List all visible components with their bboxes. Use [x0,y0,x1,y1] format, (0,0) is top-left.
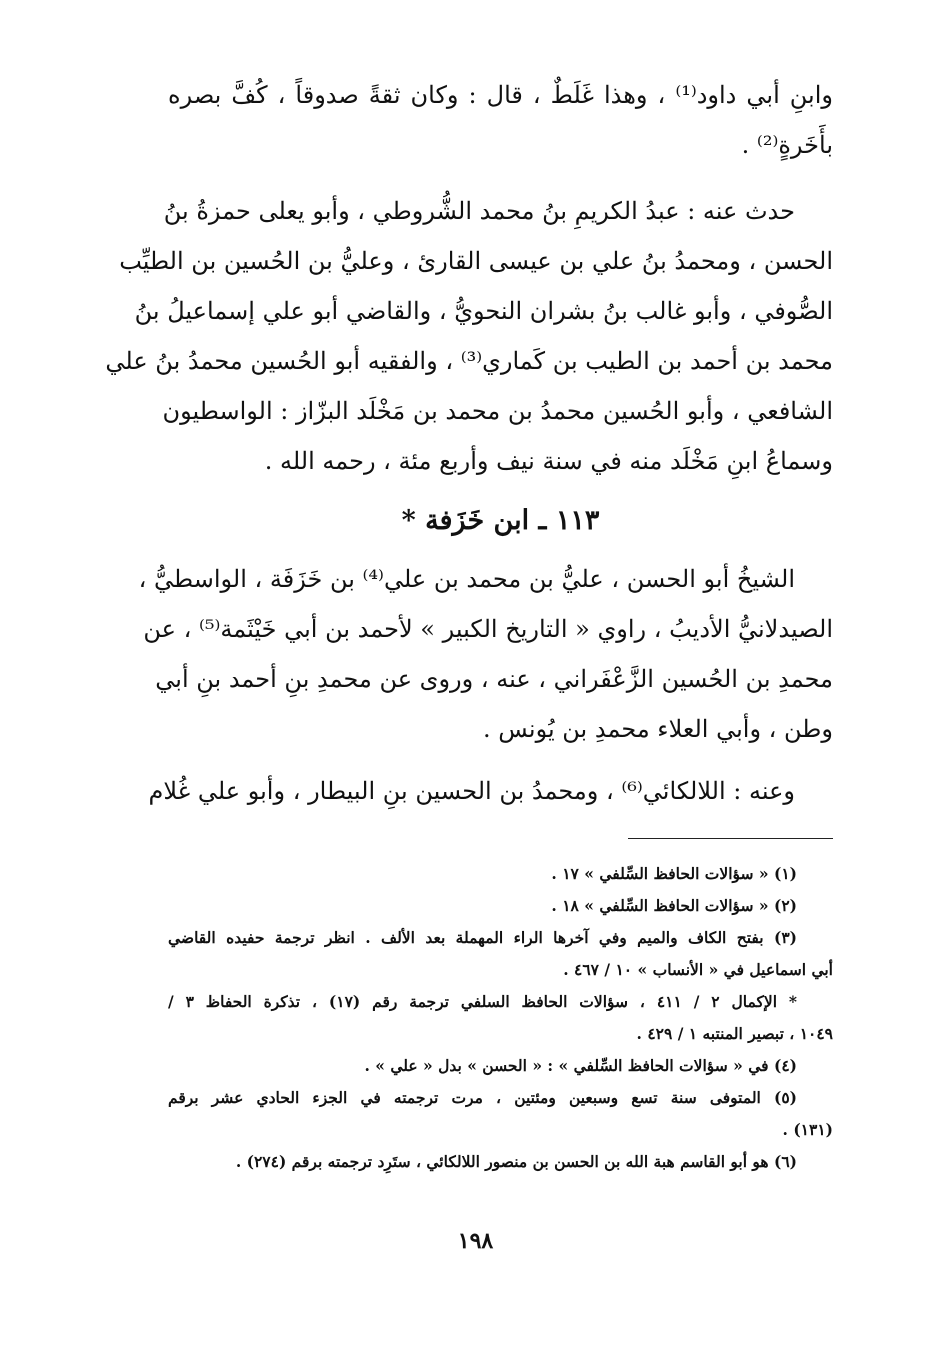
paragraph-biography [138,554,833,754]
paragraph-narrators [105,186,833,486]
footnote-line: (٢) « سؤالات الحافظ السِّلفي » ١٨ . [551,896,797,915]
text-line: الشافعي ، وأبو الحُسين محمدُ بن محمد بن مَخْلَد البزّاز : الواسطيون [162,397,833,425]
text-line: حدث عنه : عبدُ الكريمِ بنُ محمد الشُّروطي ، وأبو يعلى حمزةُ بنُ [163,197,795,225]
text-line: وعنه : اللالكائي⁽⁶⁾ ، ومحمدُ بن الحسين بنِ البيطار ، وأبو علي غُلام [148,777,795,805]
text-line: الصُّوفي ، وأبو غالب بنُ بشران النحويُّ ، والقاضي أبو علي إسماعيلُ بنُ [134,297,833,325]
text-line: الشيخُ أبو الحسن ، عليُّ بن محمد بن علي⁽⁴⁾ بن خَزَفَة ، الواسطيُّ ، [138,565,795,593]
paragraph-students [148,766,833,816]
footnotes [168,858,833,1178]
paragraph-continuation [168,70,833,170]
text-line: بأَخَرةٍ⁽²⁾ . [741,131,833,159]
text-line: وسماعُ ابنِ مَخْلَد منه في سنة نيف وأربع مئة ، رحمه الله . [264,447,833,475]
footnote-line: (٤) في « سؤالات الحافظ السِّلفي » : « الحسن » بدل « علي » . [364,1056,797,1075]
footnote-line: ١٠٤٩ ، تبصير المنتبه ١ / ٤٢٩ . [636,1024,833,1043]
footnote-line: (٥) المتوفى سنة تسع وسبعين ومئتين ، مرت ترجمته في الجزء الحادي عشر برقم [168,1088,797,1107]
entry-title: ١١٣ ـ ابن خَزَفة * [401,505,600,536]
text-line: الصيدلانيُّ الأديبُ ، راوي « التاريخ الكبير » لأحمد بن أبي خَيْثَمة⁽⁵⁾ ، عن [143,615,833,643]
footnote-line: (٣) بفتح الكاف والميم وفي آخرها الراء المهملة بعد الألف . انظر ترجمة حفيده القاضي [168,928,797,947]
footnote-line: أبي اسماعيل في « الأنساب » ١٠ / ٤٦٧ . [563,960,833,979]
text-line: وطن ، وأبي العلاء محمدِ بن يُونس . [483,715,833,743]
page-number: ١٩٨ [457,1228,494,1254]
text-line: وابنِ أبي داود⁽¹⁾ ، وهذا غَلَطٌ ، قال : وكان ثقةً صدوقاً ، كُفَّ بصره [168,81,833,109]
footnote-line: (٦) هو أبو القاسم هبة الله بن الحسن بن منصور اللالكائي ، ستَرِد ترجمته برقم (٢٧٤) . [235,1152,797,1171]
footnote-line: (١) « سؤالات الحافظ السِّلفي » ١٧ . [551,864,797,883]
footnote-line: (١٣١) . [782,1120,833,1139]
text-line: محمدِ بن الحُسين الزَّعْفَراني ، عنه ، وروى عن محمدِ بنِ أحمد بنِ أبي [155,665,833,693]
text-line: محمد بن أحمد بن الطيب بن كَماري⁽³⁾ ، والفقيه أبو الحُسين محمدُ بنُ علي [105,347,833,375]
footnote-divider [628,838,833,839]
footnote-line: * الإكمال ٢ / ٤١١ ، سؤالات الحافظ السلفي ترجمة رقم (١٧) ، تذكرة الحفاظ ٣ / [168,992,797,1011]
text-line: الحسن ، ومحمدُ بنُ علي بن عيسى القارئ ، وعليُّ بن الحُسين بن الطيِّب [119,247,833,275]
